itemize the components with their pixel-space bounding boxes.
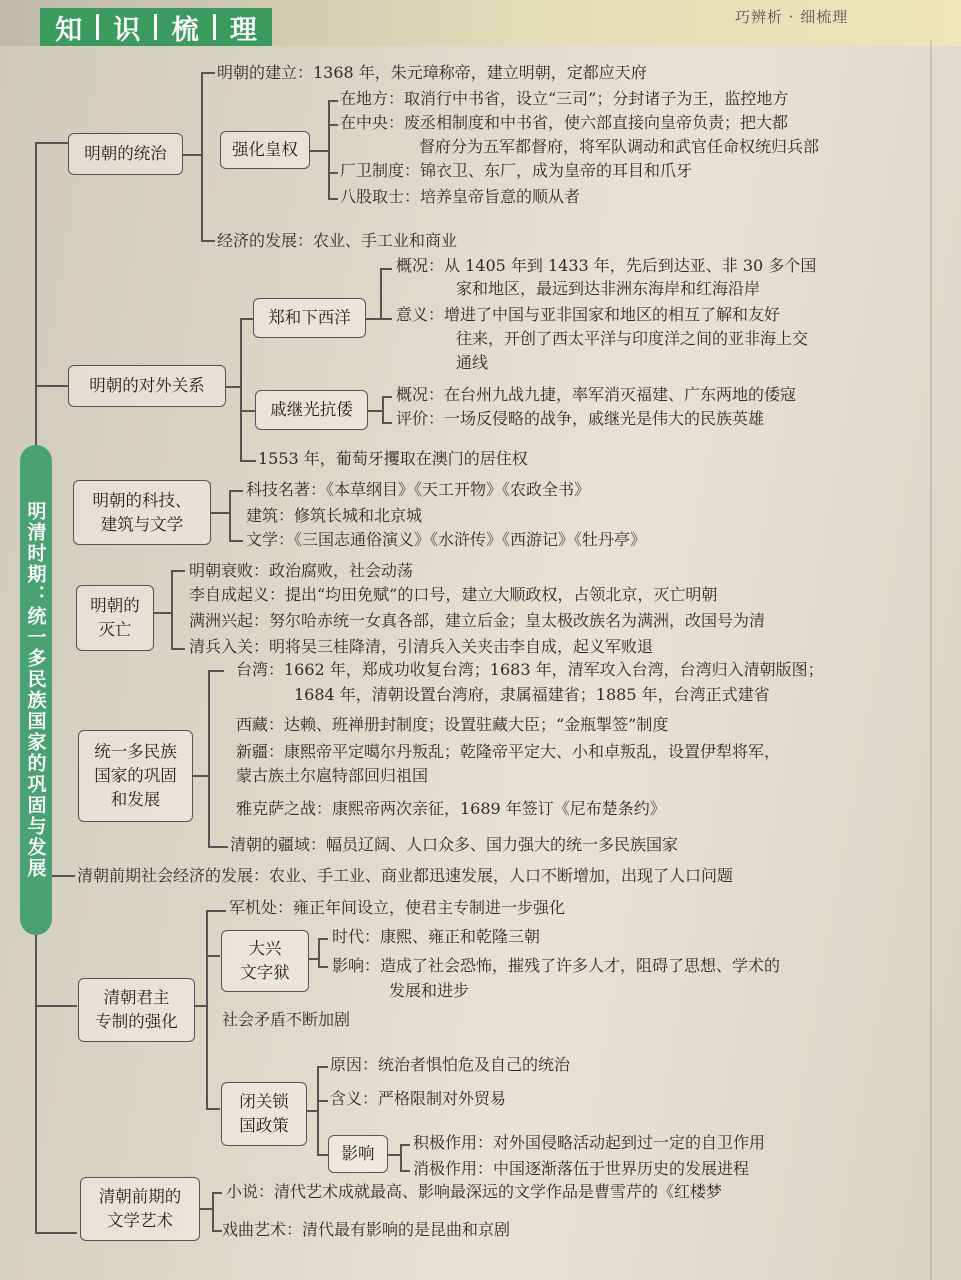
manchu-rise: 满洲兴起：努尔哈赤统一女真各部，建立后金；皇太极改族名为满洲，改国号为清	[189, 611, 766, 630]
connector	[328, 124, 338, 126]
main-topic	[20, 445, 52, 935]
node-ming-science	[73, 480, 211, 545]
title-divider	[154, 14, 157, 40]
xinjiang: 新疆：康熙帝平定噶尔丹叛乱；乾隆帝平定大、小和卓叛乱，设置伊犁将军，	[236, 742, 781, 761]
node-label: 强化皇权	[232, 140, 298, 160]
connector	[206, 1108, 220, 1110]
node-literary-inquisition	[221, 930, 309, 992]
node-impact	[328, 1135, 388, 1173]
node-ming-fall	[76, 585, 154, 651]
yaksa-battle: 雅克萨之战：康熙帝两次亲征，1689 年签订《尼布楚条约》	[236, 799, 666, 818]
node-label: 明朝的科技、 建筑与文学	[92, 490, 192, 534]
node-ming-foreign	[68, 365, 226, 407]
node-label: 明朝的 灭亡	[90, 596, 140, 639]
connector	[366, 318, 380, 320]
positive-effect: 积极作用：对外国侵略活动起到过一定的自卫作用	[413, 1133, 766, 1152]
connector	[382, 422, 392, 424]
connector	[328, 100, 330, 200]
node-label: 清朝君主 专制的强化	[95, 988, 178, 1031]
zhenghe-meaning-cont: 往来，开创了西太平洋与印度洋之间的亚非海上交	[456, 329, 809, 348]
connector	[317, 1066, 319, 1154]
connector	[212, 1192, 222, 1194]
inquisition-era: 时代：康熙、雍正和乾隆三朝	[332, 927, 541, 946]
connector	[382, 396, 392, 398]
title-char: 识	[113, 14, 141, 46]
section-title	[40, 8, 272, 46]
title-char: 理	[229, 14, 257, 46]
connector	[328, 172, 338, 174]
connector	[201, 72, 203, 240]
connector	[206, 910, 208, 1110]
branch-line	[35, 1005, 77, 1007]
qi-overview: 概况：在台州九战九捷，率军消灭福建、广东两地的倭寇	[396, 385, 797, 404]
node-label: 大兴 文字狱	[240, 939, 290, 982]
connector	[368, 410, 382, 412]
connector	[317, 1066, 328, 1068]
connector	[206, 910, 226, 912]
opera-art: 戏曲艺术：清代最有影响的是昆曲和京剧	[222, 1220, 511, 1239]
inquisition-impact-cont: 发展和进步	[389, 981, 470, 1000]
page-edge	[930, 40, 932, 1280]
qi-evaluation: 评价：一场反侵略的战争，戚继光是伟大的民族英雄	[396, 409, 765, 428]
connector	[318, 938, 328, 940]
connector	[195, 1005, 206, 1007]
title-divider	[213, 14, 216, 40]
connector	[388, 1154, 400, 1156]
node-ming-rule	[68, 133, 183, 175]
connector	[400, 1144, 410, 1146]
node-strengthen-power	[220, 131, 310, 169]
connector	[229, 490, 231, 540]
connector	[240, 318, 242, 460]
negative-effect: 消极作用：中国逐渐落伍于世界历史的发展进程	[413, 1159, 750, 1178]
closed-meaning: 含义：严格限制对外贸易	[330, 1089, 507, 1108]
node-label: 清朝前期的 文学艺术	[98, 1187, 182, 1230]
connector	[328, 198, 338, 200]
macau-event: 1553 年，葡萄牙攫取在澳门的居住权	[258, 449, 528, 468]
series-label: 巧辨析 · 细梳理	[735, 8, 849, 26]
node-label: 闭关锁 国政策	[239, 1092, 289, 1135]
grand-council: 军机处：雍正年间设立，使君主专制进一步强化	[229, 898, 566, 917]
ming-founding: 明朝的建立：1368 年，朱元璋称帝，建立明朝，定都应天府	[217, 63, 647, 82]
connector	[309, 958, 318, 960]
connector	[211, 512, 229, 514]
node-qing-autocracy	[78, 978, 195, 1042]
connector	[328, 100, 338, 102]
connector	[380, 268, 382, 318]
node-zhenghe	[253, 298, 366, 338]
zhenghe-meaning: 意义：增进了中国与亚非国家和地区的相互了解和友好	[396, 305, 781, 324]
connector	[240, 410, 255, 412]
literature: 文学：《三国志通俗演义》《水浒传》《西游记》《牡丹亭》	[246, 530, 647, 549]
connector	[380, 268, 392, 270]
node-label: 明朝的对外关系	[89, 376, 205, 396]
connector	[310, 150, 328, 152]
title-divider	[96, 14, 99, 40]
branch-line	[35, 385, 68, 387]
eight-legged-exam: 八股取士：培养皇帝旨意的顺从者	[340, 187, 581, 206]
connector	[380, 318, 392, 320]
li-zicheng-uprising: 李自成起义：提出“均田免赋”的口号，建立大顺政权，占领北京，灭亡明朝	[189, 585, 718, 604]
inquisition-impact: 影响：造成了社会恐怖，摧残了许多人才，阻碍了思想、学术的	[332, 956, 781, 975]
novel: 小说：清代艺术成就最高、影响最深远的文学作品是曹雪芹的《红楼梦	[226, 1182, 723, 1201]
connector	[400, 1144, 402, 1170]
xinjiang-cont: 蒙古族土尔扈特部回归祖国	[236, 766, 429, 785]
node-label: 统一多民族 国家的巩固 和发展	[94, 742, 177, 809]
connector	[154, 612, 171, 614]
connector	[229, 540, 243, 542]
connector	[208, 846, 228, 848]
connector	[317, 1100, 328, 1102]
connector	[212, 1192, 214, 1230]
node-qing-art	[80, 1177, 200, 1241]
connector	[240, 460, 256, 462]
connector	[240, 318, 253, 320]
guards-system: 厂卫制度：锦衣卫、东厂，成为皇帝的耳目和爪牙	[340, 161, 693, 180]
taiwan-cont: 1684 年，清朝设置台湾府，隶属福建省；1885 年，台湾正式建省	[294, 685, 770, 704]
zhenghe-overview-cont: 家和地区，最远到达非洲东海岸和红海沿岸	[456, 279, 761, 298]
connector	[206, 955, 220, 957]
architecture: 建筑：修筑长城和北京城	[246, 506, 423, 525]
connector	[201, 240, 215, 242]
central-reform: 在中央：废丞相制度和中书省，使六部直接向皇帝负责；把大都	[340, 113, 789, 132]
main-topic-label: 明清时期：统一多民族国家的巩固与发展	[24, 501, 47, 879]
connector	[171, 648, 185, 650]
node-label: 影响	[341, 1144, 375, 1164]
qing-economy: 清朝前期社会经济的发展：农业、手工业、商业都迅速发展，人口不断增加，出现了人口问题	[77, 866, 734, 885]
tech-books: 科技名著：《本草纲目》《天工开物》《农政全书》	[246, 480, 591, 499]
connector	[171, 570, 173, 648]
local-reform: 在地方：取消行中书省，设立“三司”；分封诸子为王，监控地方	[340, 89, 789, 108]
qing-enters: 清兵入关：明将吴三桂降清，引清兵入关夹击李自成，起义军败退	[189, 637, 654, 656]
connector	[318, 966, 328, 968]
social-conflict: 社会矛盾不断加剧	[222, 1010, 351, 1029]
closed-reason: 原因：统治者惧怕危及自己的统治	[330, 1055, 571, 1074]
zhenghe-overview: 概况：从 1405 年到 1433 年，先后到达亚、非 30 多个国	[396, 256, 817, 275]
node-label: 戚继光抗倭	[270, 400, 353, 420]
connector	[193, 775, 208, 777]
node-qijiguang	[255, 390, 368, 430]
taiwan: 台湾：1662 年，郑成功收复台湾；1683 年，清军攻入台湾，台湾归入清朝版图；	[236, 660, 824, 679]
tibet: 西藏：达赖、班禅册封制度；设置驻藏大臣；“金瓶掣签”制度	[236, 715, 669, 734]
node-label: 郑和下西洋	[268, 308, 351, 328]
connector	[208, 670, 224, 672]
connector	[171, 570, 185, 572]
branch-line	[35, 142, 68, 144]
connector	[382, 396, 384, 422]
connector	[201, 72, 215, 74]
connector	[318, 938, 320, 966]
connector	[226, 386, 240, 388]
ming-economy: 经济的发展：农业、手工业和商业	[217, 231, 458, 250]
zhenghe-meaning-end: 通线	[456, 353, 489, 372]
node-closed-door	[221, 1082, 307, 1146]
connector	[400, 1170, 410, 1172]
branch-line	[35, 1232, 77, 1234]
central-reform-cont: 督府分为五军都督府，将军队调动和武官任命权统归兵部	[419, 137, 820, 156]
connector	[229, 490, 243, 492]
node-unity	[78, 730, 193, 822]
connector	[208, 670, 210, 846]
ming-decline: 明朝衰败：政治腐败，社会动荡	[189, 561, 414, 580]
connector	[212, 1230, 222, 1232]
title-char: 知	[55, 14, 83, 46]
connector	[200, 1208, 212, 1210]
connector	[183, 154, 201, 156]
qing-territory: 清朝的疆域：幅员辽阔、人口众多、国力强大的统一多民族国家	[230, 835, 679, 854]
connector	[317, 1154, 328, 1156]
node-label: 明朝的统治	[84, 144, 167, 164]
connector	[307, 1110, 317, 1112]
title-char: 梳	[171, 14, 199, 46]
